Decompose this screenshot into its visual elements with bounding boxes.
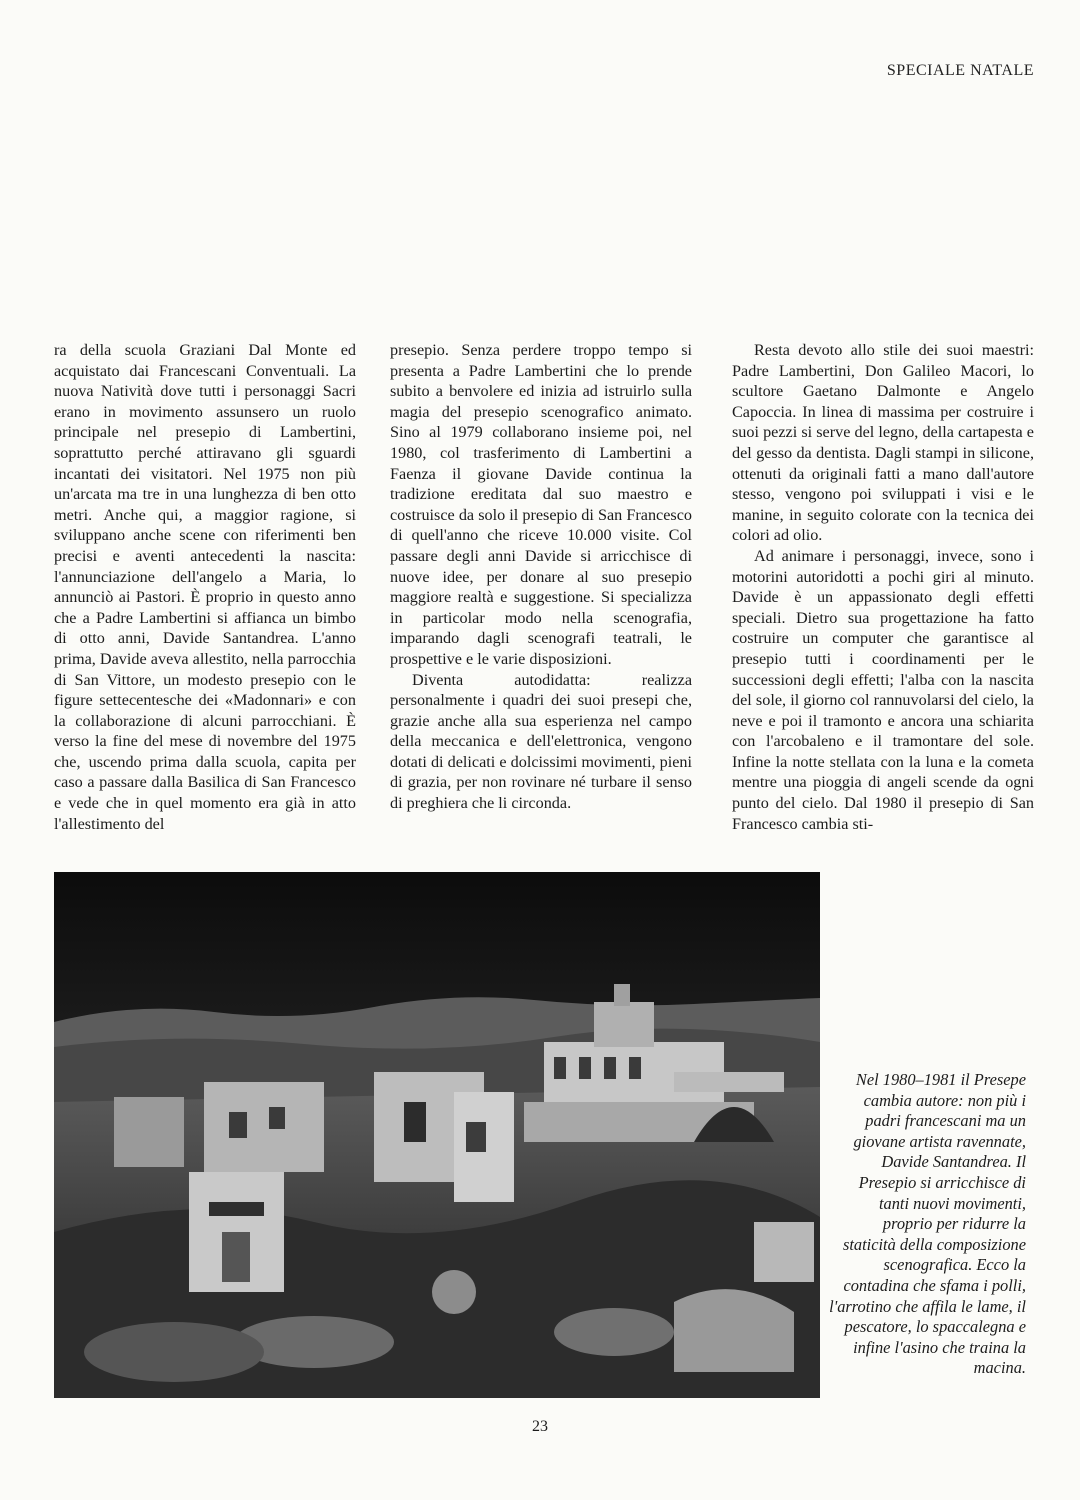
text-column-2	[390, 340, 692, 814]
text-column-1	[54, 340, 356, 834]
text-column-3	[732, 340, 1034, 834]
paragraph: presepio. Senza perdere troppo tempo si presenta a Padre Lambertini che lo prende subito a benvolere ed inizia ad istruirlo sulla magia del presepio scenografico animato. Sino al 1979 collaborano insieme poi, nel 1980, col trasferimento di Lambertini a Faenza il giovane Davide continua la tradizione ereditata dal suo maestro e costruisce da solo il presepio di San Francesco di quell'anno che riceve 10.000 visite. Col passare degli anni Davide si arricchisce di nuove idee, per donare al suo presepio maggiore realtà e suggestione. Si specializza in particolar modo nella scenografia, imparando dagli scenografi teatrali, le prospettive e le varie disposizioni.	[390, 341, 692, 668]
nativity-scene-illustration	[54, 872, 820, 1398]
photo-caption: Nel 1980–1981 il Presepe cambia autore: non più i padri francescani ma un giovane artista ravennate, Davide Santandrea. Il Presepio si arricchisce di tanti nuovi movimenti, proprio per ridurre la staticità della composizione scenografica. Ecco la contadina che sfama i polli, l'arrotino che affila le lame, il pescatore, lo spaccalegna e infine l'asino che traina la macina.	[829, 1070, 1026, 1378]
page-number: 23	[532, 1418, 548, 1435]
paragraph: ra della scuola Graziani Dal Monte ed acquistato dai Francescani Conventuali. La nuova Natività dove tutti i personaggi Sacri erano in movimento assunsero un ruolo principale nel presepio di Lambertini, soprattutto perché attiravano gli sguardi incantati dei visitatori. Nel 1975 non più un'arcata ma tre in una lunghezza di ben otto metri. Anche qui, a maggior ragione, si sviluppano anche scene con riferimenti ben precisi e aventi antecedenti la nascita: l'annunciazione dell'angelo a Maria, lo annunciò ai Pastori. È proprio in questo anno che a Padre Lambertini si affianca un bimbo di otto anni, Davide Santandrea. L'anno prima, Davide aveva allestito, nella parrocchia di San Vittore, un modesto presepio con le figure settecentesche dei «Madonnari» e con la collaborazione di alcuni parrocchiani. È verso la fine del mese di novembre del 1975 che, uscendo prima dalla scuola, capita per caso a passare dalla Basilica di San Francesco e vede che in quel momento era già in atto l'allestimento del	[54, 341, 356, 833]
section-label: SPECIALE NATALE	[886, 62, 1034, 79]
paragraph: Resta devoto allo stile dei suoi maestri: Padre Lambertini, Don Galileo Macori, lo scultore Gaetano Dalmonte e Angelo Capoccia. In linea di massima per costruire i suoi pezzi si serve del legno, della cartapesta e del gesso da dentista. Dagli stampi in silicone, ottenuti da originali fatti a mano dall'autore stesso, vengono poi sviluppati i visi e le manine, in seguito colorate con la tecnica dei colori ad olio.	[732, 341, 1034, 545]
paragraph: Diventa autodidatta: realizza personalmente i quadri dei suoi presepi che, grazie anche alla sua esperienza nel campo della meccanica e dell'elettronica, vengono dotati di delicati e dolcissimi movimenti, pieni di grazia, per non rovinare né turbare il senso di preghiera che li circonda.	[390, 670, 692, 813]
nativity-scene-photo	[54, 872, 820, 1398]
paragraph: Ad animare i personaggi, invece, sono i motorini autoridotti a pochi giri al minuto. Davide è un appassionato degli effetti speciali. Dietro sua progettazione ha fatto costruire un computer che garantisce al presepio tutti i coordinamenti per le successioni degli effetti; l'alba con la nascita del sole, il giorno col rannuvolarsi del cielo, la neve e poi il tramonto e ancora una schiarita con l'arcobaleno e il tramontare del sole. Infine la notte stellata con la luna e la cometa mentre una pioggia di angeli scende da ogni punto del cielo. Dal 1980 il presepio di San Francesco cambia sti-	[732, 546, 1034, 833]
